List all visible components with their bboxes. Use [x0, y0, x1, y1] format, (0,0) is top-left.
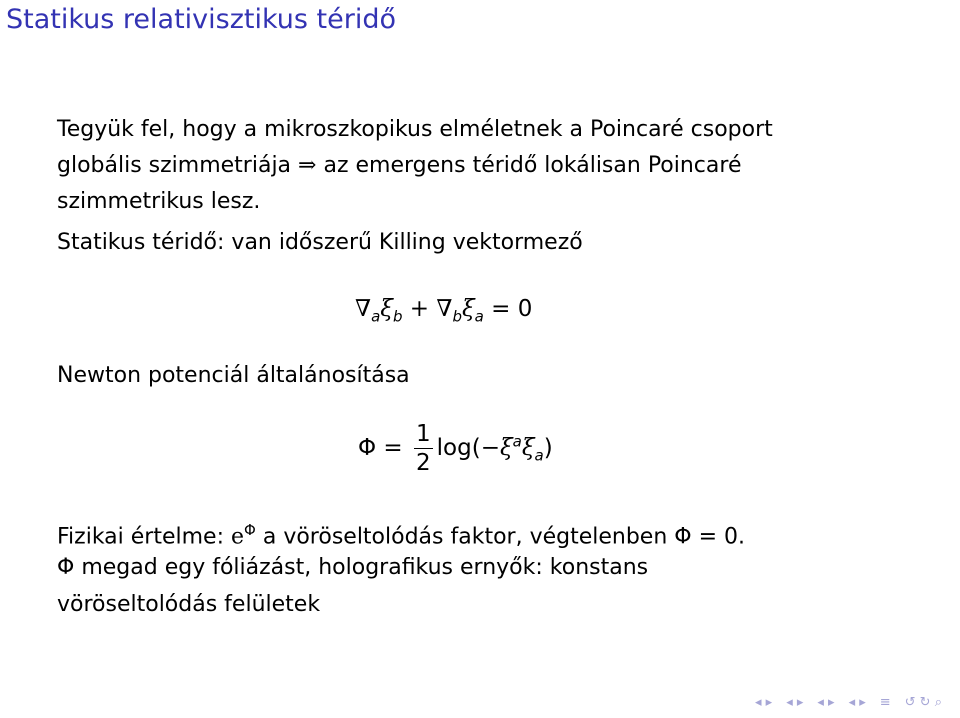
phi-superscript: Φ	[244, 521, 256, 539]
align-icon[interactable]: ≡	[879, 695, 891, 710]
slide-title: Statikus relativisztikus téridő	[6, 4, 397, 35]
line-2-start: globális szimmetriája	[57, 153, 292, 178]
physical-meaning-line	[57, 512, 745, 555]
equals-sign: =	[383, 435, 403, 461]
newton-line: Newton potenciál általánosítása	[57, 363, 410, 388]
index-b: b	[392, 307, 403, 326]
phi-symbol: Φ	[358, 435, 377, 461]
zero: 0	[517, 296, 533, 322]
index-a-upper: a	[512, 432, 522, 451]
paragraph-line-4: Statikus téridő: van időszerű Killing vektormező	[57, 230, 583, 255]
redshift-surfaces-line: vöröseltolódás felületek	[57, 592, 321, 617]
minus-sign: −	[480, 435, 500, 461]
plus-sign: +	[409, 296, 430, 322]
xi-symbol: ξ	[499, 435, 513, 461]
nabla-symbol: ∇	[436, 296, 453, 322]
index-b: b	[452, 307, 462, 326]
subsection-nav-icon[interactable]: ◂ ▸	[786, 695, 804, 710]
phys-end: = 0.	[698, 524, 746, 550]
phys-suffix: a vöröseltolódás faktor, végtelenben	[262, 524, 668, 550]
fraction-one-half	[414, 420, 433, 477]
paragraph-line-2	[57, 148, 741, 184]
phys-prefix: Fizikai értelme:	[57, 524, 224, 550]
index-a: a	[371, 307, 381, 326]
frame-nav-icon[interactable]: ◂ ▸	[755, 695, 773, 710]
foliation-line	[57, 550, 648, 586]
line-2-end: az emergens téridő lokálisan Poincaré	[323, 153, 742, 178]
section-nav-icon[interactable]: ◂ ▸	[817, 695, 835, 710]
paragraph-line-3: szimmetrikus lesz.	[57, 189, 261, 214]
potential-equation	[358, 420, 553, 477]
e-symbol: e	[231, 524, 245, 550]
log-function: log(	[436, 435, 481, 461]
phi-symbol: Φ	[57, 555, 75, 580]
index-a: a	[534, 446, 544, 465]
search-nav-icon[interactable]: ↺ ↻ ⌕	[904, 695, 942, 710]
equals-sign: =	[491, 296, 511, 322]
fraction-numerator: 1	[416, 421, 431, 447]
xi-symbol: ξ	[380, 296, 393, 322]
paragraph-line-1: Tegyük fel, hogy a mikroszkopikus elméletnek a Poincaré csoport	[57, 117, 773, 142]
document-nav-icon[interactable]: ◂ ▸	[848, 695, 866, 710]
right-paren: )	[543, 435, 553, 461]
navigation-bar	[755, 695, 942, 710]
phi-symbol: Φ	[674, 524, 692, 550]
killing-equation	[355, 296, 532, 326]
foliation-text: megad egy fóliázást, holografikus ernyők: konstans	[81, 555, 649, 580]
xi-symbol: ξ	[521, 435, 535, 461]
fraction-denominator: 2	[416, 450, 431, 476]
xi-symbol: ξ	[461, 296, 475, 322]
nabla-symbol: ∇	[355, 296, 372, 322]
implies-arrow: ⇒	[298, 153, 317, 178]
index-a: a	[474, 307, 484, 326]
